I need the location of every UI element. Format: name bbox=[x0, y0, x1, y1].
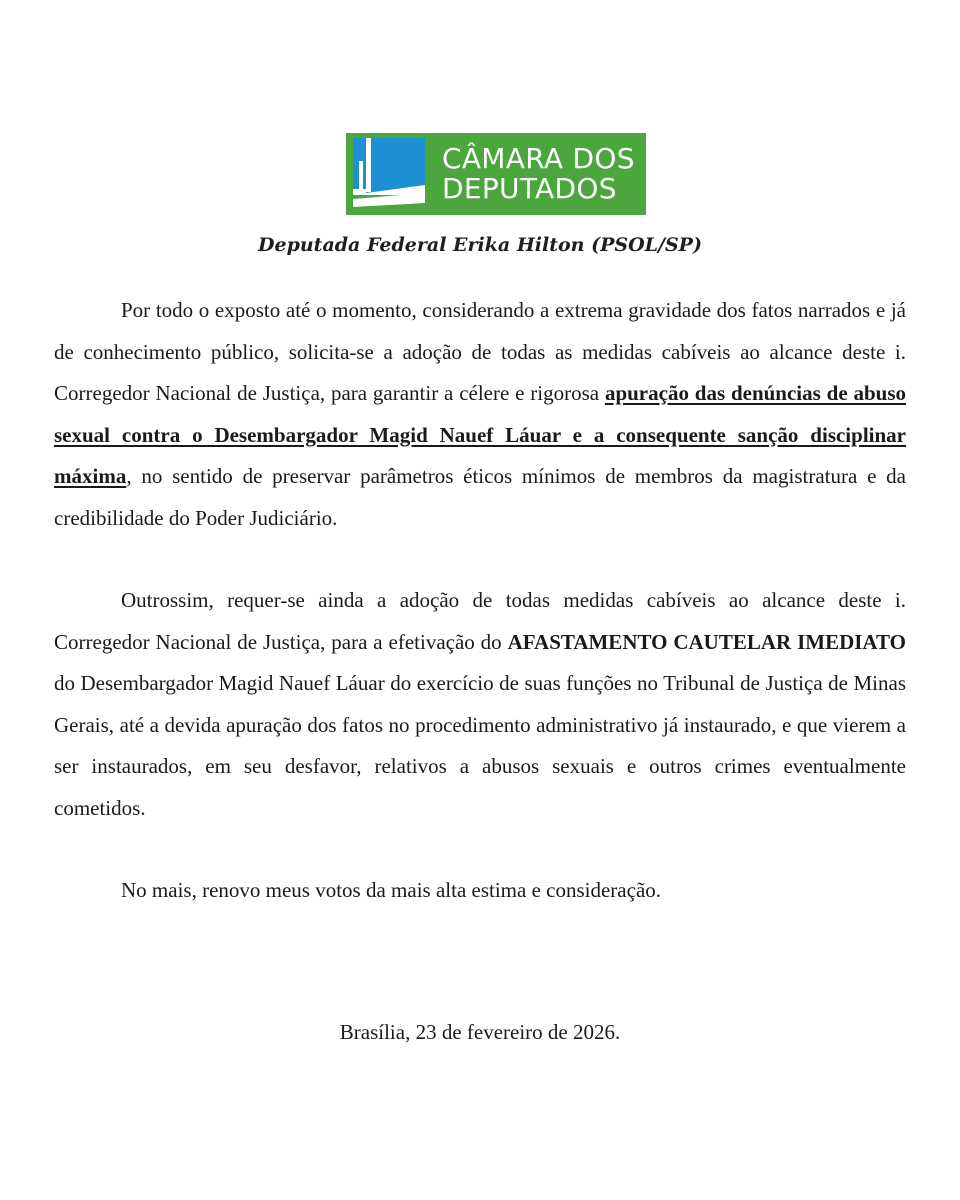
paragraph-closing: No mais, renovo meus votos da mais alta estima e consideração. bbox=[121, 878, 662, 902]
place-and-date: Brasília, 23 de fevereiro de 2026. bbox=[339, 1020, 621, 1044]
logo-line-2: DEPUTADOS bbox=[442, 172, 617, 205]
paragraph-1-highlight: apuração das denúncias de abuso sexual contra o Desembargador Magid Nauef Láuar e a consequente sanção disciplinar máxima bbox=[54, 381, 906, 488]
paragraph-request-removal bbox=[54, 580, 906, 829]
paragraph-2-text-c: do Desembargador Magid Nauef Láuar do exercício de suas funções no Tribunal de Justiça de Minas Gerais, até a devida apuração dos fatos no procedimento administrativo já instaurado, e que vierem a ser instaurados, em seu desfavor, relativos a abusos sexuais e outros crimes eventualmente cometidos. bbox=[54, 671, 906, 820]
logo-line-1: CÂMARA DOS bbox=[442, 142, 635, 175]
camara-logo bbox=[346, 133, 646, 215]
logo-wordmark bbox=[428, 133, 646, 215]
paragraph-2-highlight: AFASTAMENTO CAUTELAR IMEDIATO bbox=[507, 629, 906, 654]
paragraph-request-investigation bbox=[54, 290, 906, 539]
paragraph-2-text-a: Outrossim, requer-se ainda a adoção de todas medidas cabíveis ao alcance deste i. Corregedor Nacional de Justiça, para a efetivação do bbox=[54, 588, 906, 654]
paragraph-1-text-c: , no sentido de preservar parâmetros éticos mínimos de membros da magistratura e da credibilidade do Poder Judiciário. bbox=[54, 464, 906, 530]
letter-body bbox=[54, 290, 906, 912]
paragraph-1-text-a: Por todo o exposto até o momento, considerando a extrema gravidade dos fatos narrados e já de conhecimento público, solicita-se a adoção de todas as medidas cabíveis ao alcance deste i. Corregedor Nacional de Justiça, para garantir a célere e rigorosa bbox=[54, 298, 906, 405]
deputy-name: Deputada Federal Erika Hilton (PSOL/SP) bbox=[258, 234, 702, 256]
camara-emblem-icon bbox=[346, 133, 428, 215]
